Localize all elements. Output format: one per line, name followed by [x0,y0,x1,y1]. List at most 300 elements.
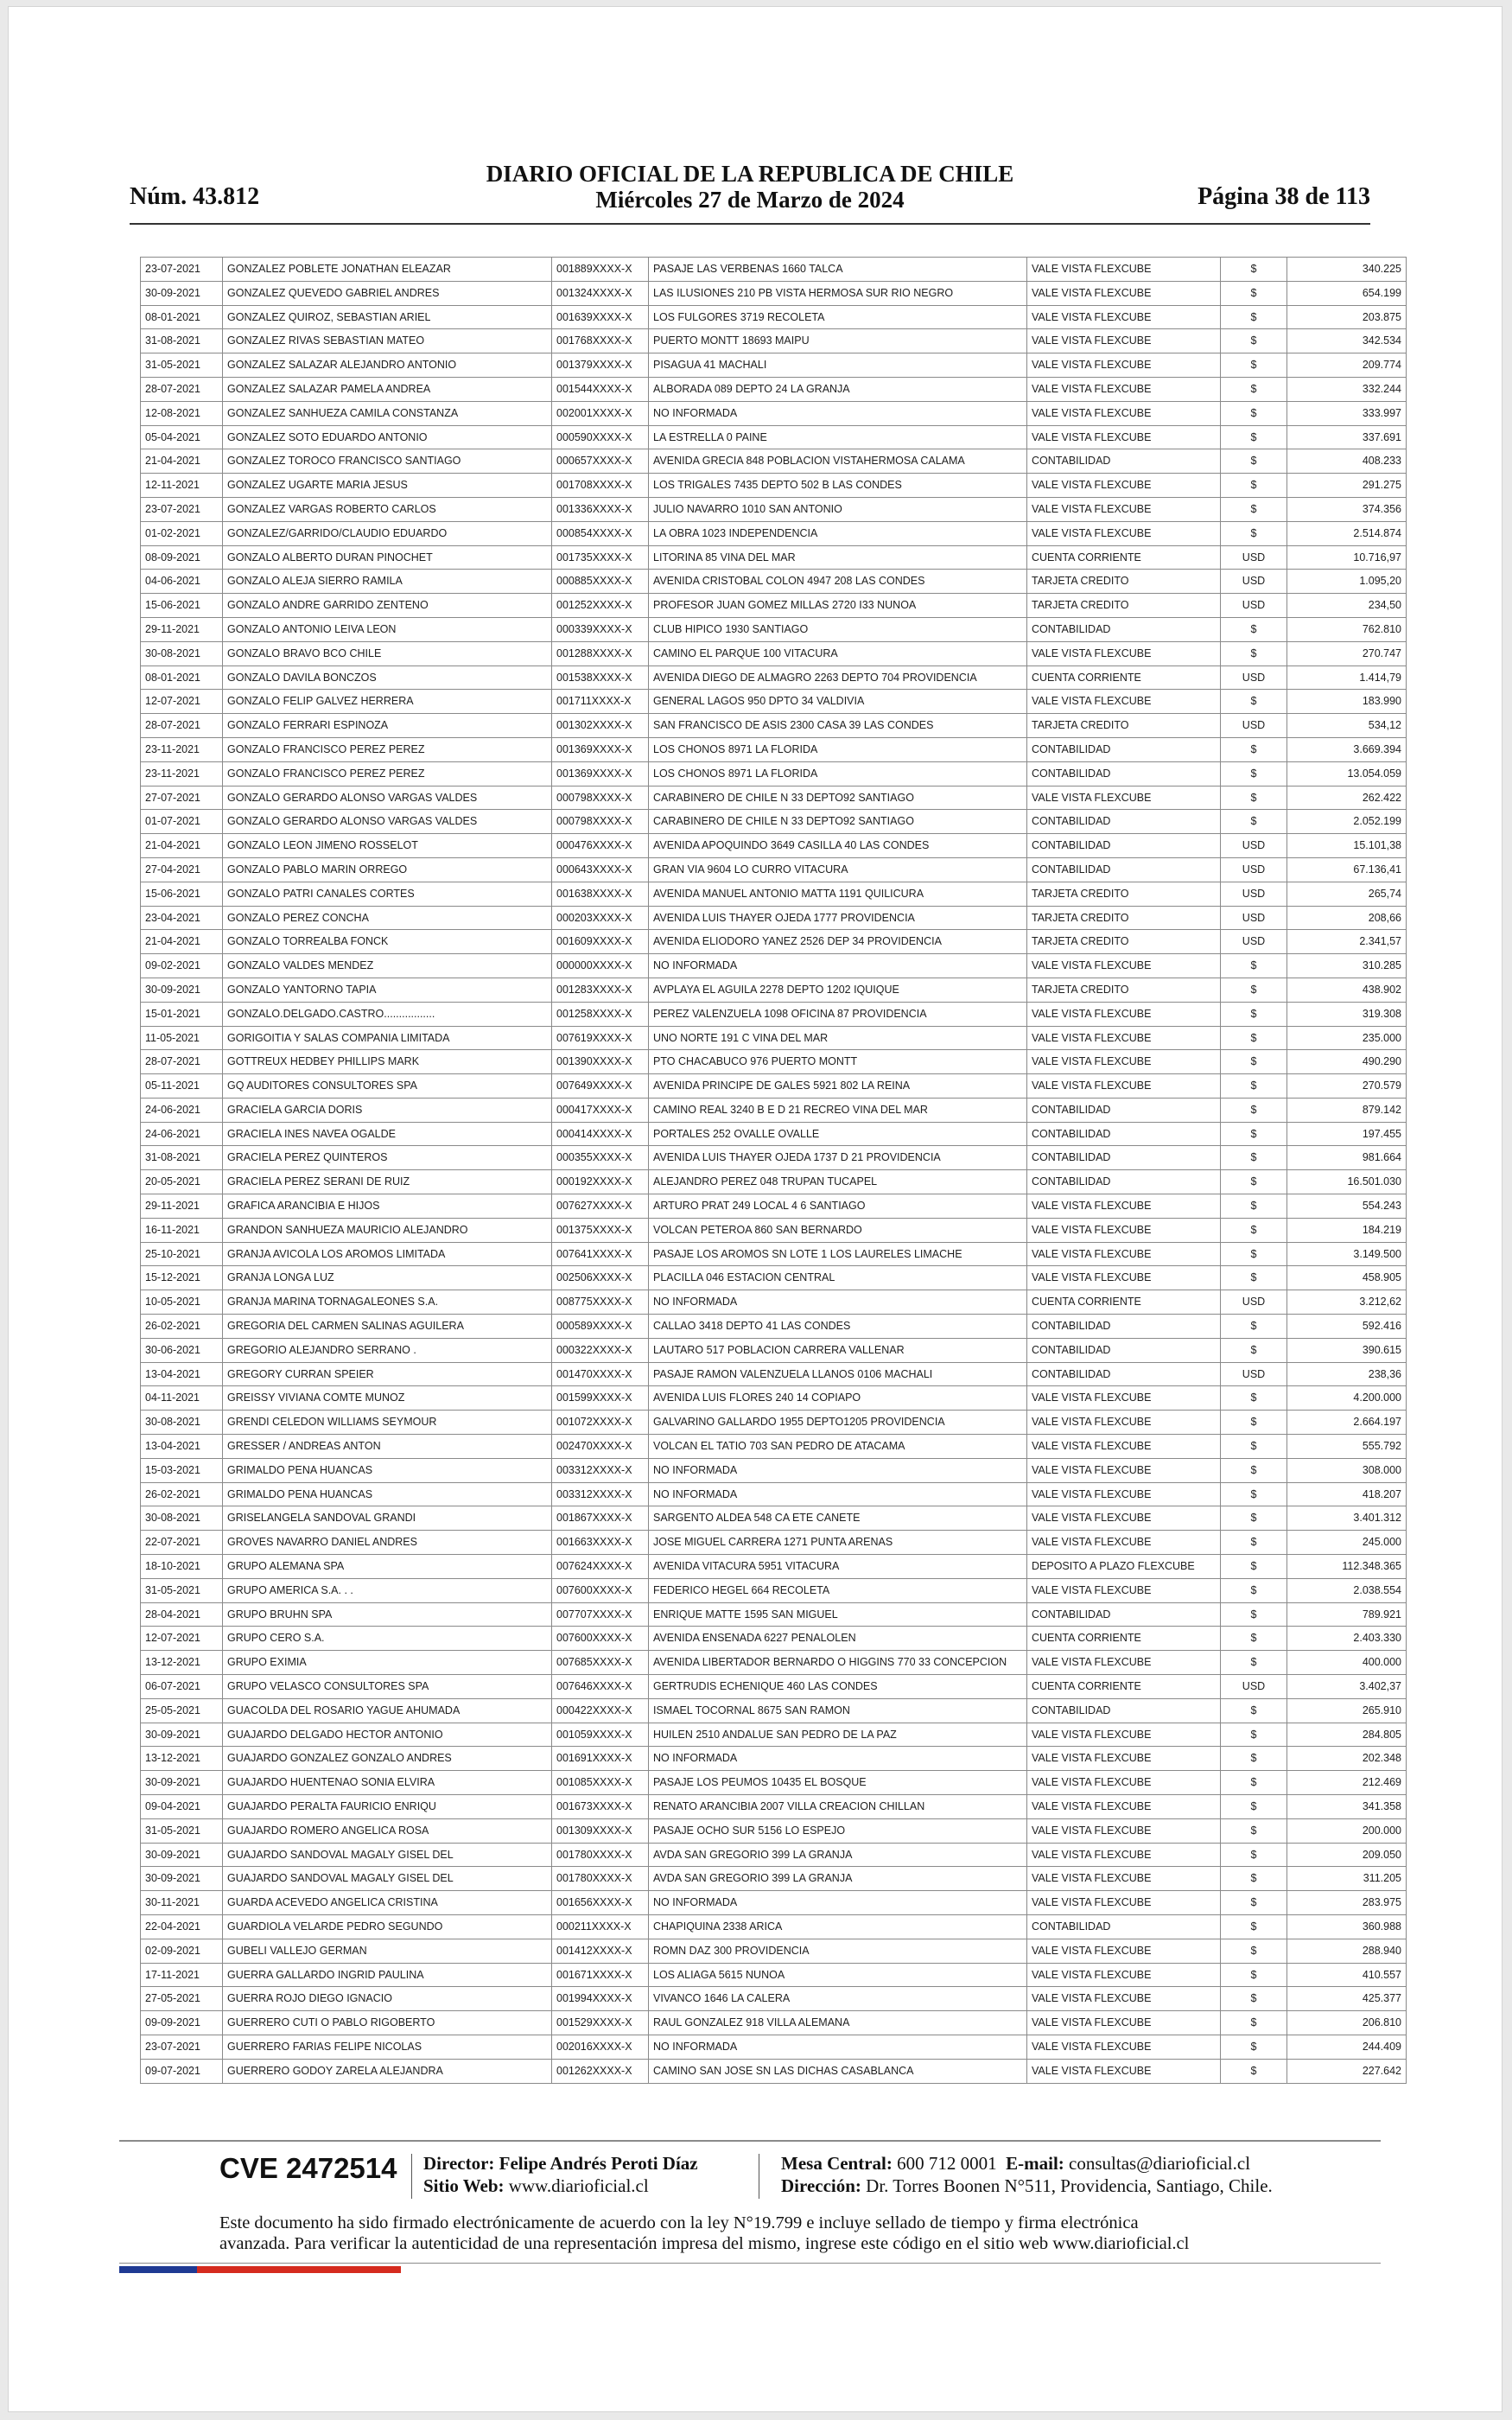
cell-currency: $ [1221,258,1287,282]
cell-name: GREGORIO ALEJANDRO SERRANO . [223,1338,552,1362]
cell-name: GONZALEZ POBLETE JONATHAN ELEAZAR [223,258,552,282]
footer-contact-block [781,2152,1273,2197]
email-label: E-mail: [1006,2153,1064,2174]
cell-product: VALE VISTA FLEXCUBE [1027,1050,1221,1074]
cell-amount: 238,36 [1287,1362,1407,1386]
mesa-phone: 600 712 0001 [897,2153,997,2174]
notice-line-1: Este documento ha sido firmado electrónicamente de acuerdo con la ley N°19.799 e incluye sellado de tiempo y firma electrónica [219,2213,1139,2232]
table-row [141,1218,1407,1242]
cell-product: CONTABILIDAD [1027,1602,1221,1627]
cell-currency: $ [1221,1747,1287,1771]
cell-product: VALE VISTA FLEXCUBE [1027,497,1221,521]
cell-currency: $ [1221,1338,1287,1362]
mesa-label: Mesa Central: [781,2153,893,2174]
cell-address: LAUTARO 517 POBLACION CARRERA VALLENAR [649,1338,1027,1362]
cell-rut: 007646XXXX-X [552,1675,649,1699]
cell-rut: 000339XXXX-X [552,617,649,641]
cell-currency: USD [1221,545,1287,570]
table-row [141,1795,1407,1819]
cell-name: GONZALO LEON JIMENO ROSSELOT [223,834,552,858]
cell-address: PASAJE LOS AROMOS SN LOTE 1 LOS LAURELES LIMACHE [649,1242,1027,1266]
cell-product: TARJETA CREDITO [1027,594,1221,618]
cell-amount: 400.000 [1287,1651,1407,1675]
cell-date: 30-06-2021 [141,1338,223,1362]
cell-address: ENRIQUE MATTE 1595 SAN MIGUEL [649,1602,1027,1627]
cell-rut: 000798XXXX-X [552,810,649,834]
cell-date: 27-07-2021 [141,786,223,810]
cell-address: ARTURO PRAT 249 LOCAL 4 6 SANTIAGO [649,1194,1027,1219]
cell-name: GRANJA AVICOLA LOS AROMOS LIMITADA [223,1242,552,1266]
cell-product: VALE VISTA FLEXCUBE [1027,1531,1221,1555]
cell-address: AVENIDA CRISTOBAL COLON 4947 208 LAS CONDES [649,570,1027,594]
cell-product: TARJETA CREDITO [1027,714,1221,738]
table-row [141,497,1407,521]
cell-name: GREISSY VIVIANA COMTE MUNOZ [223,1386,552,1411]
cell-date: 05-04-2021 [141,425,223,449]
table-row [141,1555,1407,1579]
cell-product: VALE VISTA FLEXCUBE [1027,1891,1221,1915]
cell-amount: 408.233 [1287,449,1407,474]
table-row [141,1723,1407,1747]
cell-amount: 981.664 [1287,1146,1407,1170]
cell-rut: 000192XXXX-X [552,1170,649,1194]
cell-currency: $ [1221,1627,1287,1651]
table-row [141,1771,1407,1795]
table-row [141,1506,1407,1531]
cell-amount: 67.136,41 [1287,857,1407,882]
cell-product: VALE VISTA FLEXCUBE [1027,474,1221,498]
cell-name: GONZALEZ/GARRIDO/CLAUDIO EDUARDO [223,521,552,545]
cell-amount: 234,50 [1287,594,1407,618]
cell-name: GRAFICA ARANCIBIA E HIJOS [223,1194,552,1219]
cell-currency: USD [1221,930,1287,954]
table-row [141,1170,1407,1194]
cve-code: CVE 2472514 [219,2152,397,2184]
cell-name: GREGORIA DEL CARMEN SALINAS AGUILERA [223,1315,552,1339]
cell-rut: 001059XXXX-X [552,1723,649,1747]
cell-currency: USD [1221,857,1287,882]
web-link[interactable]: www.diarioficial.cl [508,2175,649,2196]
cell-rut: 003312XXXX-X [552,1482,649,1506]
cell-date: 23-04-2021 [141,906,223,930]
cell-currency: $ [1221,1002,1287,1026]
cell-product: CONTABILIDAD [1027,834,1221,858]
table-row [141,882,1407,906]
cell-name: GONZALO YANTORNO TAPIA [223,978,552,1002]
cell-date: 28-07-2021 [141,714,223,738]
cell-amount: 341.358 [1287,1795,1407,1819]
cell-product: VALE VISTA FLEXCUBE [1027,1386,1221,1411]
cell-name: GONZALO ANDRE GARRIDO ZENTENO [223,594,552,618]
email-link[interactable]: consultas@diarioficial.cl [1069,2153,1251,2174]
footer-bottom-rule [119,2263,1381,2264]
table-row [141,1386,1407,1411]
cell-currency: $ [1221,1867,1287,1891]
cell-amount: 762.810 [1287,617,1407,641]
cell-name: GUERRERO CUTI O PABLO RIGOBERTO [223,2011,552,2035]
cell-currency: $ [1221,1050,1287,1074]
cell-address: PORTALES 252 OVALLE OVALLE [649,1122,1027,1146]
cell-currency: $ [1221,474,1287,498]
cell-address: FEDERICO HEGEL 664 RECOLETA [649,1578,1027,1602]
cell-amount: 554.243 [1287,1194,1407,1219]
cell-product: CONTABILIDAD [1027,1698,1221,1723]
cell-rut: 000589XXXX-X [552,1315,649,1339]
cell-amount: 284.805 [1287,1723,1407,1747]
cell-rut: 001379XXXX-X [552,353,649,378]
cell-currency: $ [1221,737,1287,761]
cell-currency: USD [1221,594,1287,618]
cell-date: 29-11-2021 [141,1194,223,1219]
cell-address: LOS CHONOS 8971 LA FLORIDA [649,737,1027,761]
cell-product: VALE VISTA FLEXCUBE [1027,1218,1221,1242]
cell-address: CHAPIQUINA 2338 ARICA [649,1914,1027,1939]
cell-date: 01-07-2021 [141,810,223,834]
cell-rut: 008775XXXX-X [552,1290,649,1315]
cell-address: GALVARINO GALLARDO 1955 DEPTO1205 PROVIDENCIA [649,1411,1027,1435]
cell-name: GUAJARDO GONZALEZ GONZALO ANDRES [223,1747,552,1771]
cell-address: AVENIDA GRECIA 848 POBLACION VISTAHERMOSA CALAMA [649,449,1027,474]
cell-address: ROMN DAZ 300 PROVIDENCIA [649,1939,1027,1963]
cell-product: CONTABILIDAD [1027,857,1221,882]
cell-rut: 000211XXXX-X [552,1914,649,1939]
web-label: Sitio Web: [423,2175,505,2196]
cell-name: GRIMALDO PENA HUANCAS [223,1458,552,1482]
table-row [141,1411,1407,1435]
table-row [141,1867,1407,1891]
cell-date: 13-12-2021 [141,1747,223,1771]
cell-rut: 001735XXXX-X [552,545,649,570]
cell-rut: 002016XXXX-X [552,2035,649,2059]
cell-rut: 001673XXXX-X [552,1795,649,1819]
cell-rut: 001671XXXX-X [552,1963,649,1987]
table-row [141,1987,1407,2011]
cell-amount: 342.534 [1287,329,1407,353]
cell-name: GONZALO FRANCISCO PEREZ PEREZ [223,737,552,761]
publication-date: Miércoles 27 de Marzo de 2024 [595,187,905,213]
cell-currency: $ [1221,1651,1287,1675]
cell-amount: 3.669.394 [1287,737,1407,761]
table-row [141,906,1407,930]
cell-name: GOTTREUX HEDBEY PHILLIPS MARK [223,1050,552,1074]
cell-amount: 3.149.500 [1287,1242,1407,1266]
cell-address: CARABINERO DE CHILE N 33 DEPTO92 SANTIAGO [649,810,1027,834]
cell-date: 21-04-2021 [141,834,223,858]
cell-address: LITORINA 85 VINA DEL MAR [649,545,1027,570]
cell-currency: $ [1221,786,1287,810]
cell-address: NO INFORMADA [649,1458,1027,1482]
cell-address: AVENIDA LIBERTADOR BERNARDO O HIGGINS 770 33 CONCEPCION [649,1651,1027,1675]
cell-product: VALE VISTA FLEXCUBE [1027,1194,1221,1219]
cell-amount: 418.207 [1287,1482,1407,1506]
cell-name: GONZALO FERRARI ESPINOZA [223,714,552,738]
cell-currency: $ [1221,2011,1287,2035]
cell-address: AVENIDA ENSENADA 6227 PENALOLEN [649,1627,1027,1651]
cell-date: 24-06-2021 [141,1122,223,1146]
cell-address: LOS ALIAGA 5615 NUNOA [649,1963,1027,1987]
cell-amount: 15.101,38 [1287,834,1407,858]
table-row [141,1074,1407,1099]
table-row [141,1891,1407,1915]
cell-amount: 288.940 [1287,1939,1407,1963]
cell-product: CONTABILIDAD [1027,737,1221,761]
cell-date: 09-04-2021 [141,1795,223,1819]
footer-divider [119,2140,1381,2142]
cell-address: VOLCAN PETEROA 860 SAN BERNARDO [649,1218,1027,1242]
cell-amount: 2.038.554 [1287,1578,1407,1602]
cell-name: GRUPO BRUHN SPA [223,1602,552,1627]
cell-rut: 001369XXXX-X [552,737,649,761]
cell-product: VALE VISTA FLEXCUBE [1027,1747,1221,1771]
cell-product: VALE VISTA FLEXCUBE [1027,377,1221,401]
table-row [141,2011,1407,2035]
table-row [141,305,1407,329]
cell-date: 15-06-2021 [141,594,223,618]
cell-rut: 007649XXXX-X [552,1074,649,1099]
table-row [141,2059,1407,2083]
cell-address: PASAJE LAS VERBENAS 1660 TALCA [649,258,1027,282]
cell-product: VALE VISTA FLEXCUBE [1027,1482,1221,1506]
cell-product: VALE VISTA FLEXCUBE [1027,1578,1221,1602]
cell-name: GONZALO ANTONIO LEIVA LEON [223,617,552,641]
cell-name: GONZALO PEREZ CONCHA [223,906,552,930]
cell-currency: USD [1221,714,1287,738]
cell-name: GRANDON SANHUEZA MAURICIO ALEJANDRO [223,1218,552,1242]
cell-currency: $ [1221,641,1287,666]
cell-date: 30-09-2021 [141,281,223,305]
cell-date: 08-09-2021 [141,545,223,570]
cell-name: GRACIELA INES NAVEA OGALDE [223,1122,552,1146]
table-row [141,1627,1407,1651]
cell-amount: 390.615 [1287,1338,1407,1362]
cell-date: 23-11-2021 [141,761,223,786]
cell-address: NO INFORMADA [649,1891,1027,1915]
cell-rut: 007624XXXX-X [552,1555,649,1579]
cell-rut: 001302XXXX-X [552,714,649,738]
cell-address: AVENIDA VITACURA 5951 VITACURA [649,1555,1027,1579]
cell-amount: 203.875 [1287,305,1407,329]
cell-name: GUBELI VALLEJO GERMAN [223,1939,552,1963]
table-row [141,1698,1407,1723]
cell-amount: 10.716,97 [1287,545,1407,570]
cell-date: 06-07-2021 [141,1675,223,1699]
cell-date: 27-05-2021 [141,1987,223,2011]
cell-currency: $ [1221,401,1287,425]
cell-date: 30-08-2021 [141,1506,223,1531]
cell-address: CALLAO 3418 DEPTO 41 LAS CONDES [649,1315,1027,1339]
table-row [141,521,1407,545]
cell-product: VALE VISTA FLEXCUBE [1027,401,1221,425]
cell-date: 01-02-2021 [141,521,223,545]
cell-amount: 3.212,62 [1287,1290,1407,1315]
cell-currency: USD [1221,666,1287,690]
cell-rut: 001072XXXX-X [552,1411,649,1435]
cell-name: GRUPO VELASCO CONSULTORES SPA [223,1675,552,1699]
cell-amount: 265.910 [1287,1698,1407,1723]
cell-address: NO INFORMADA [649,2035,1027,2059]
cell-amount: 438.902 [1287,978,1407,1002]
table-row [141,401,1407,425]
cell-amount: 654.199 [1287,281,1407,305]
publication-title: DIARIO OFICIAL DE LA REPUBLICA DE CHILE [486,161,1014,187]
cell-address: AVPLAYA EL AGUILA 2278 DEPTO 1202 IQUIQUE [649,978,1027,1002]
cell-product: VALE VISTA FLEXCUBE [1027,353,1221,378]
cell-product: CUENTA CORRIENTE [1027,1290,1221,1315]
cell-address: VIVANCO 1646 LA CALERA [649,1987,1027,2011]
cell-amount: 112.348.365 [1287,1555,1407,1579]
cell-date: 30-09-2021 [141,1843,223,1867]
cell-rut: 007600XXXX-X [552,1578,649,1602]
cell-name: GREGORY CURRAN SPEIER [223,1362,552,1386]
cell-date: 31-08-2021 [141,1146,223,1170]
cell-address: ISMAEL TOCORNAL 8675 SAN RAMON [649,1698,1027,1723]
cell-amount: 4.200.000 [1287,1386,1407,1411]
cell-name: GONZALO GERARDO ALONSO VARGAS VALDES [223,810,552,834]
table-row [141,281,1407,305]
cell-amount: 592.416 [1287,1315,1407,1339]
cell-currency: $ [1221,1795,1287,1819]
cell-product: VALE VISTA FLEXCUBE [1027,786,1221,810]
cell-name: GUAJARDO DELGADO HECTOR ANTONIO [223,1723,552,1747]
cell-rut: 007685XXXX-X [552,1651,649,1675]
cell-name: GRUPO ALEMANA SPA [223,1555,552,1579]
cell-rut: 007641XXXX-X [552,1242,649,1266]
cell-amount: 291.275 [1287,474,1407,498]
table-row [141,857,1407,882]
cell-currency: $ [1221,281,1287,305]
cell-currency: USD [1221,906,1287,930]
cell-rut: 001638XXXX-X [552,882,649,906]
notice-line-2: avanzada. Para verificar la autenticidad de una representación impresa del mismo, ingrese este código en el sitio web www.diarioficial.cl [219,2234,1190,2253]
cell-date: 13-04-2021 [141,1362,223,1386]
cell-rut: 001889XXXX-X [552,258,649,282]
cell-name: GUERRERO FARIAS FELIPE NICOLAS [223,2035,552,2059]
cell-amount: 206.810 [1287,2011,1407,2035]
cell-address: PASAJE OCHO SUR 5156 LO ESPEJO [649,1818,1027,1843]
cell-product: CONTABILIDAD [1027,1362,1221,1386]
cell-amount: 184.219 [1287,1218,1407,1242]
cell-currency: $ [1221,2035,1287,2059]
cell-name: GONZALO BRAVO BCO CHILE [223,641,552,666]
cell-rut: 001656XXXX-X [552,1891,649,1915]
cell-currency: $ [1221,978,1287,1002]
cell-name: GUAJARDO ROMERO ANGELICA ROSA [223,1818,552,1843]
table-row [141,1651,1407,1675]
cell-rut: 003312XXXX-X [552,1458,649,1482]
cell-amount: 534,12 [1287,714,1407,738]
cell-name: GRACIELA GARCIA DORIS [223,1098,552,1122]
cell-address: AVENIDA APOQUINDO 3649 CASILLA 40 LAS CONDES [649,834,1027,858]
cell-rut: 001780XXXX-X [552,1843,649,1867]
cell-product: VALE VISTA FLEXCUBE [1027,1074,1221,1099]
cell-currency: $ [1221,2059,1287,2083]
cell-currency: $ [1221,761,1287,786]
cell-currency: $ [1221,1194,1287,1219]
cell-address: AVENIDA LUIS THAYER OJEDA 1737 D 21 PROVIDENCIA [649,1146,1027,1170]
cell-currency: $ [1221,1266,1287,1290]
cell-currency: $ [1221,1315,1287,1339]
cell-name: GRUPO EXIMIA [223,1651,552,1675]
cell-currency: $ [1221,1602,1287,1627]
cell-amount: 245.000 [1287,1531,1407,1555]
cell-product: VALE VISTA FLEXCUBE [1027,2035,1221,2059]
cell-address: HUILEN 2510 ANDALUE SAN PEDRO DE LA PAZ [649,1723,1027,1747]
table-row [141,786,1407,810]
cell-rut: 000322XXXX-X [552,1338,649,1362]
cell-currency: USD [1221,1290,1287,1315]
cell-amount: 879.142 [1287,1098,1407,1122]
cell-product: VALE VISTA FLEXCUBE [1027,1002,1221,1026]
cell-name: GRACIELA PEREZ QUINTEROS [223,1146,552,1170]
table-row [141,810,1407,834]
cell-product: TARJETA CREDITO [1027,906,1221,930]
cell-amount: 270.747 [1287,641,1407,666]
table-row [141,594,1407,618]
cell-product: TARJETA CREDITO [1027,930,1221,954]
cell-product: CUENTA CORRIENTE [1027,666,1221,690]
cell-product: VALE VISTA FLEXCUBE [1027,690,1221,714]
cell-date: 29-11-2021 [141,617,223,641]
cell-product: CONTABILIDAD [1027,1122,1221,1146]
cell-currency: $ [1221,617,1287,641]
cell-rut: 000854XXXX-X [552,521,649,545]
cell-product: VALE VISTA FLEXCUBE [1027,1506,1221,1531]
cell-address: PROFESOR JUAN GOMEZ MILLAS 2720 I33 NUNOA [649,594,1027,618]
cell-product: VALE VISTA FLEXCUBE [1027,281,1221,305]
cell-date: 15-01-2021 [141,1002,223,1026]
table-row [141,1002,1407,1026]
cell-currency: $ [1221,1435,1287,1459]
cell-product: CONTABILIDAD [1027,761,1221,786]
cell-amount: 2.514.874 [1287,521,1407,545]
cell-amount: 555.792 [1287,1435,1407,1459]
cell-product: TARJETA CREDITO [1027,570,1221,594]
cell-name: GRUPO CERO S.A. [223,1627,552,1651]
cell-product: VALE VISTA FLEXCUBE [1027,258,1221,282]
cell-name: GUACOLDA DEL ROSARIO YAGUE AHUMADA [223,1698,552,1723]
cell-amount: 262.422 [1287,786,1407,810]
cell-name: GONZALO GERARDO ALONSO VARGAS VALDES [223,786,552,810]
cell-rut: 001994XXXX-X [552,1987,649,2011]
cell-address: LAS ILUSIONES 210 PB VISTA HERMOSA SUR RIO NEGRO [649,281,1027,305]
cell-product: CUENTA CORRIENTE [1027,1627,1221,1651]
cell-name: GONZALO ALEJA SIERRO RAMILA [223,570,552,594]
cell-date: 30-09-2021 [141,1723,223,1747]
cell-rut: 007600XXXX-X [552,1627,649,1651]
page-header [130,157,1370,214]
cell-amount: 183.990 [1287,690,1407,714]
table-row [141,449,1407,474]
cell-name: GUAJARDO SANDOVAL MAGALY GISEL DEL [223,1843,552,1867]
cell-address: CAMINO EL PARQUE 100 VITACURA [649,641,1027,666]
cell-name: GRANJA MARINA TORNAGALEONES S.A. [223,1290,552,1315]
cell-address: NO INFORMADA [649,1290,1027,1315]
cell-rut: 001375XXXX-X [552,1218,649,1242]
cell-product: VALE VISTA FLEXCUBE [1027,1651,1221,1675]
cell-currency: $ [1221,1771,1287,1795]
cell-date: 22-04-2021 [141,1914,223,1939]
cell-rut: 000657XXXX-X [552,449,649,474]
cell-date: 04-06-2021 [141,570,223,594]
cell-product: VALE VISTA FLEXCUBE [1027,1963,1221,1987]
table-row [141,690,1407,714]
cell-amount: 270.579 [1287,1074,1407,1099]
cell-date: 26-02-2021 [141,1315,223,1339]
table-row [141,1578,1407,1602]
cell-product: CONTABILIDAD [1027,449,1221,474]
cell-rut: 000885XXXX-X [552,570,649,594]
cell-date: 09-09-2021 [141,2011,223,2035]
